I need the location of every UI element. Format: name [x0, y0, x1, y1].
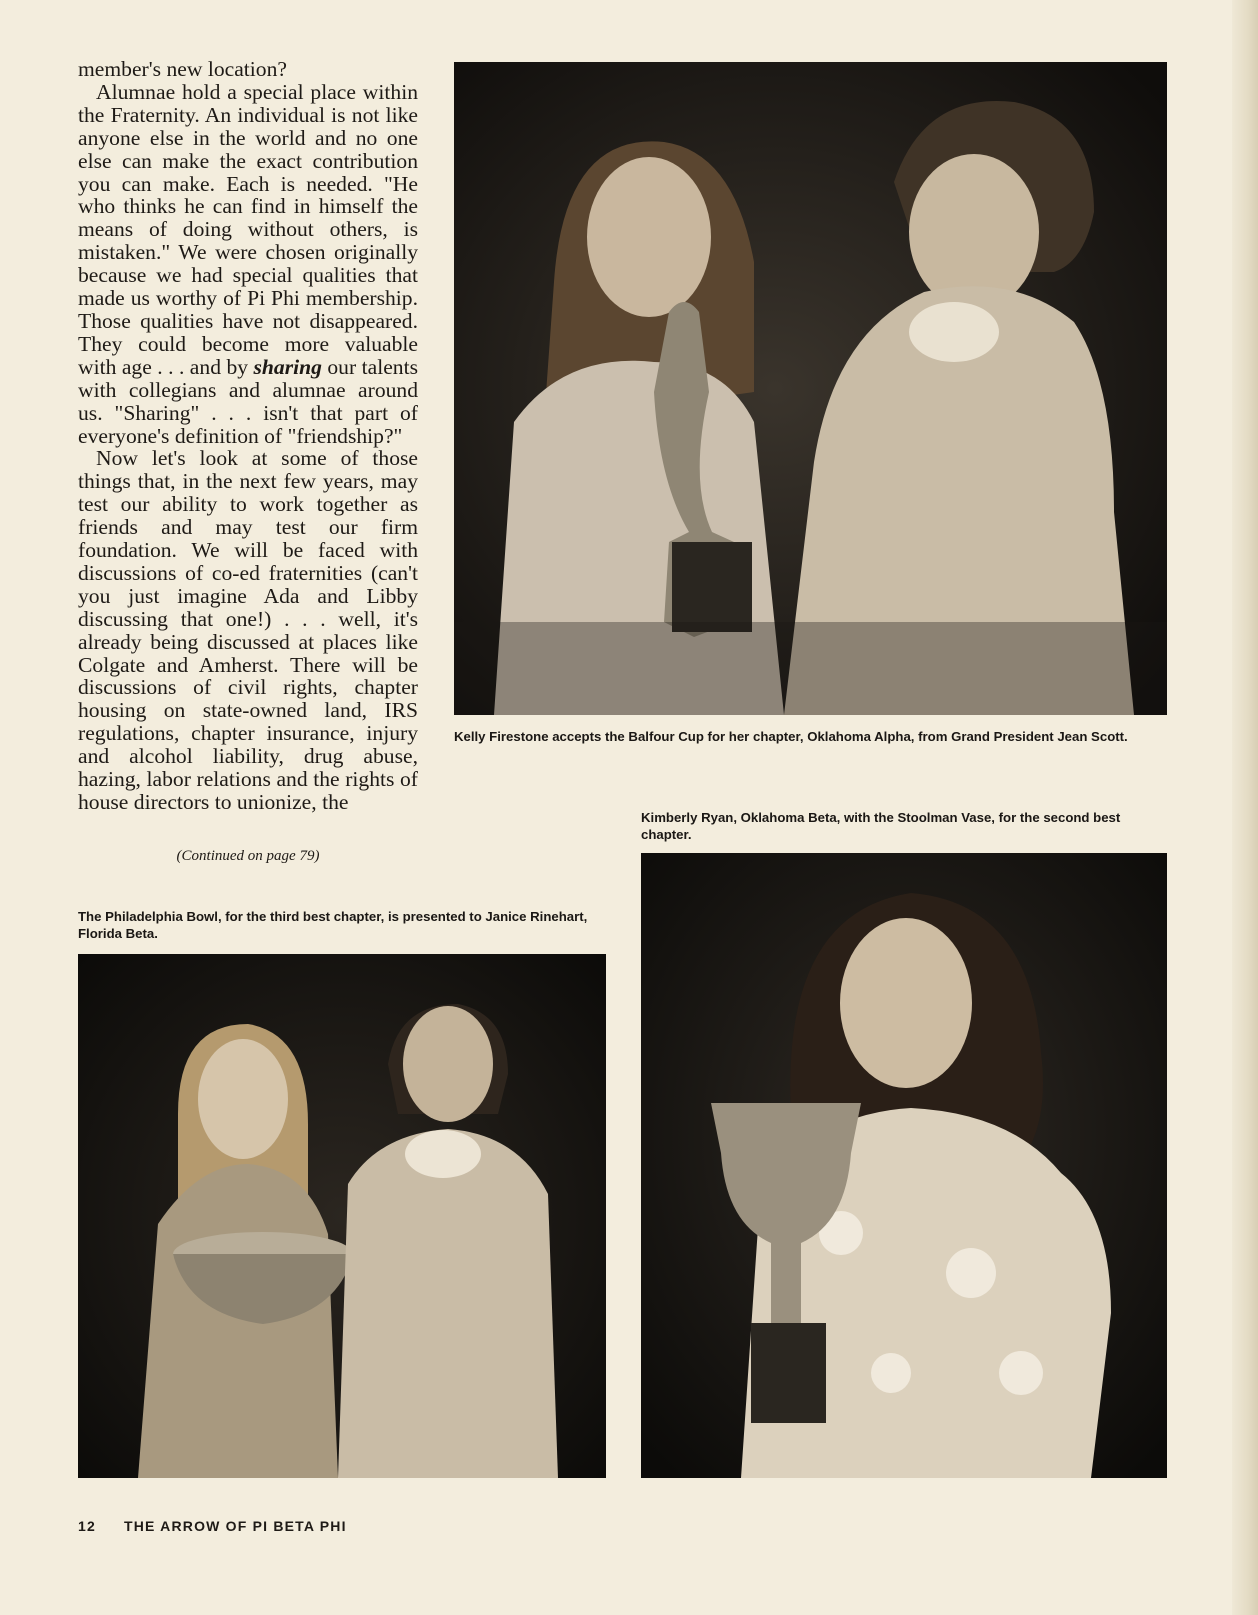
photo-philadelphia-bowl [78, 954, 606, 1478]
photo-stoolman-vase [641, 853, 1167, 1478]
photo-balfour-cup-image [454, 62, 1167, 715]
caption-stoolman-vase: Kimberly Ryan, Oklahoma Beta, with the Stoolman Vase, for the second best chapter. [641, 810, 1121, 842]
paragraph-3: Now let's look at some of those things that, in the next few years, may test our ability to work together as friends and may test our firm foundation. We will be faced with discussions of co-ed fraternities (can't you just imagine Ada and Libby discussing that one!) . . . well, it's already being discussed at places like Colgate and Amherst. There will be discussions of civil rights, chapter housing on state-owned land, IRS regulations, chapter insurance, injury and alcohol liability, drug abuse, hazing, labor relations and the rights of house directors to unionize, the [78, 446, 418, 814]
photo-philadelphia-bowl-image [78, 954, 606, 1478]
photo-balfour-cup [454, 62, 1167, 715]
publication-name: THE ARROW OF PI BETA PHI [123, 1518, 347, 1534]
paragraph-1: member's new location? [78, 57, 287, 81]
caption-philadelphia-bowl: The Philadelphia Bowl, for the third best chapter, is presented to Janice Rinehart, Florida Beta. [78, 909, 588, 941]
photo-stoolman-vase-image [641, 853, 1167, 1478]
paragraph-2 [78, 81, 418, 448]
paragraph-2-start: Alumnae hold a special place within the Fraternity. An individual is not like anyone else in the world and no one else can make the exact contribution you can make. Each is needed. "He who thinks he can find in himself the means of doing without others, is mistaken." We were chosen originally because we had special qualities that made us worthy of Pi Phi membership. Those qualities have not disappeared. They could become more valuable with age . . . and by [78, 79, 418, 379]
emphasis-sharing: sharing [253, 354, 322, 379]
caption-balfour-cup: Kelly Firestone accepts the Balfour Cup for her chapter, Oklahoma Alpha, from Grand President Jean Scott. [454, 729, 1128, 744]
article-text-column [78, 58, 418, 814]
page-edge [1232, 0, 1258, 1615]
paragraph-2-end: our talents with collegians and alumnae around us. "Sharing" . . . isn't that part of everyone's definition of "friendship?" [78, 354, 418, 448]
continued-note: (Continued on page 79) [176, 848, 320, 864]
page-footer [78, 1518, 347, 1534]
page-number: 12 [78, 1518, 96, 1534]
